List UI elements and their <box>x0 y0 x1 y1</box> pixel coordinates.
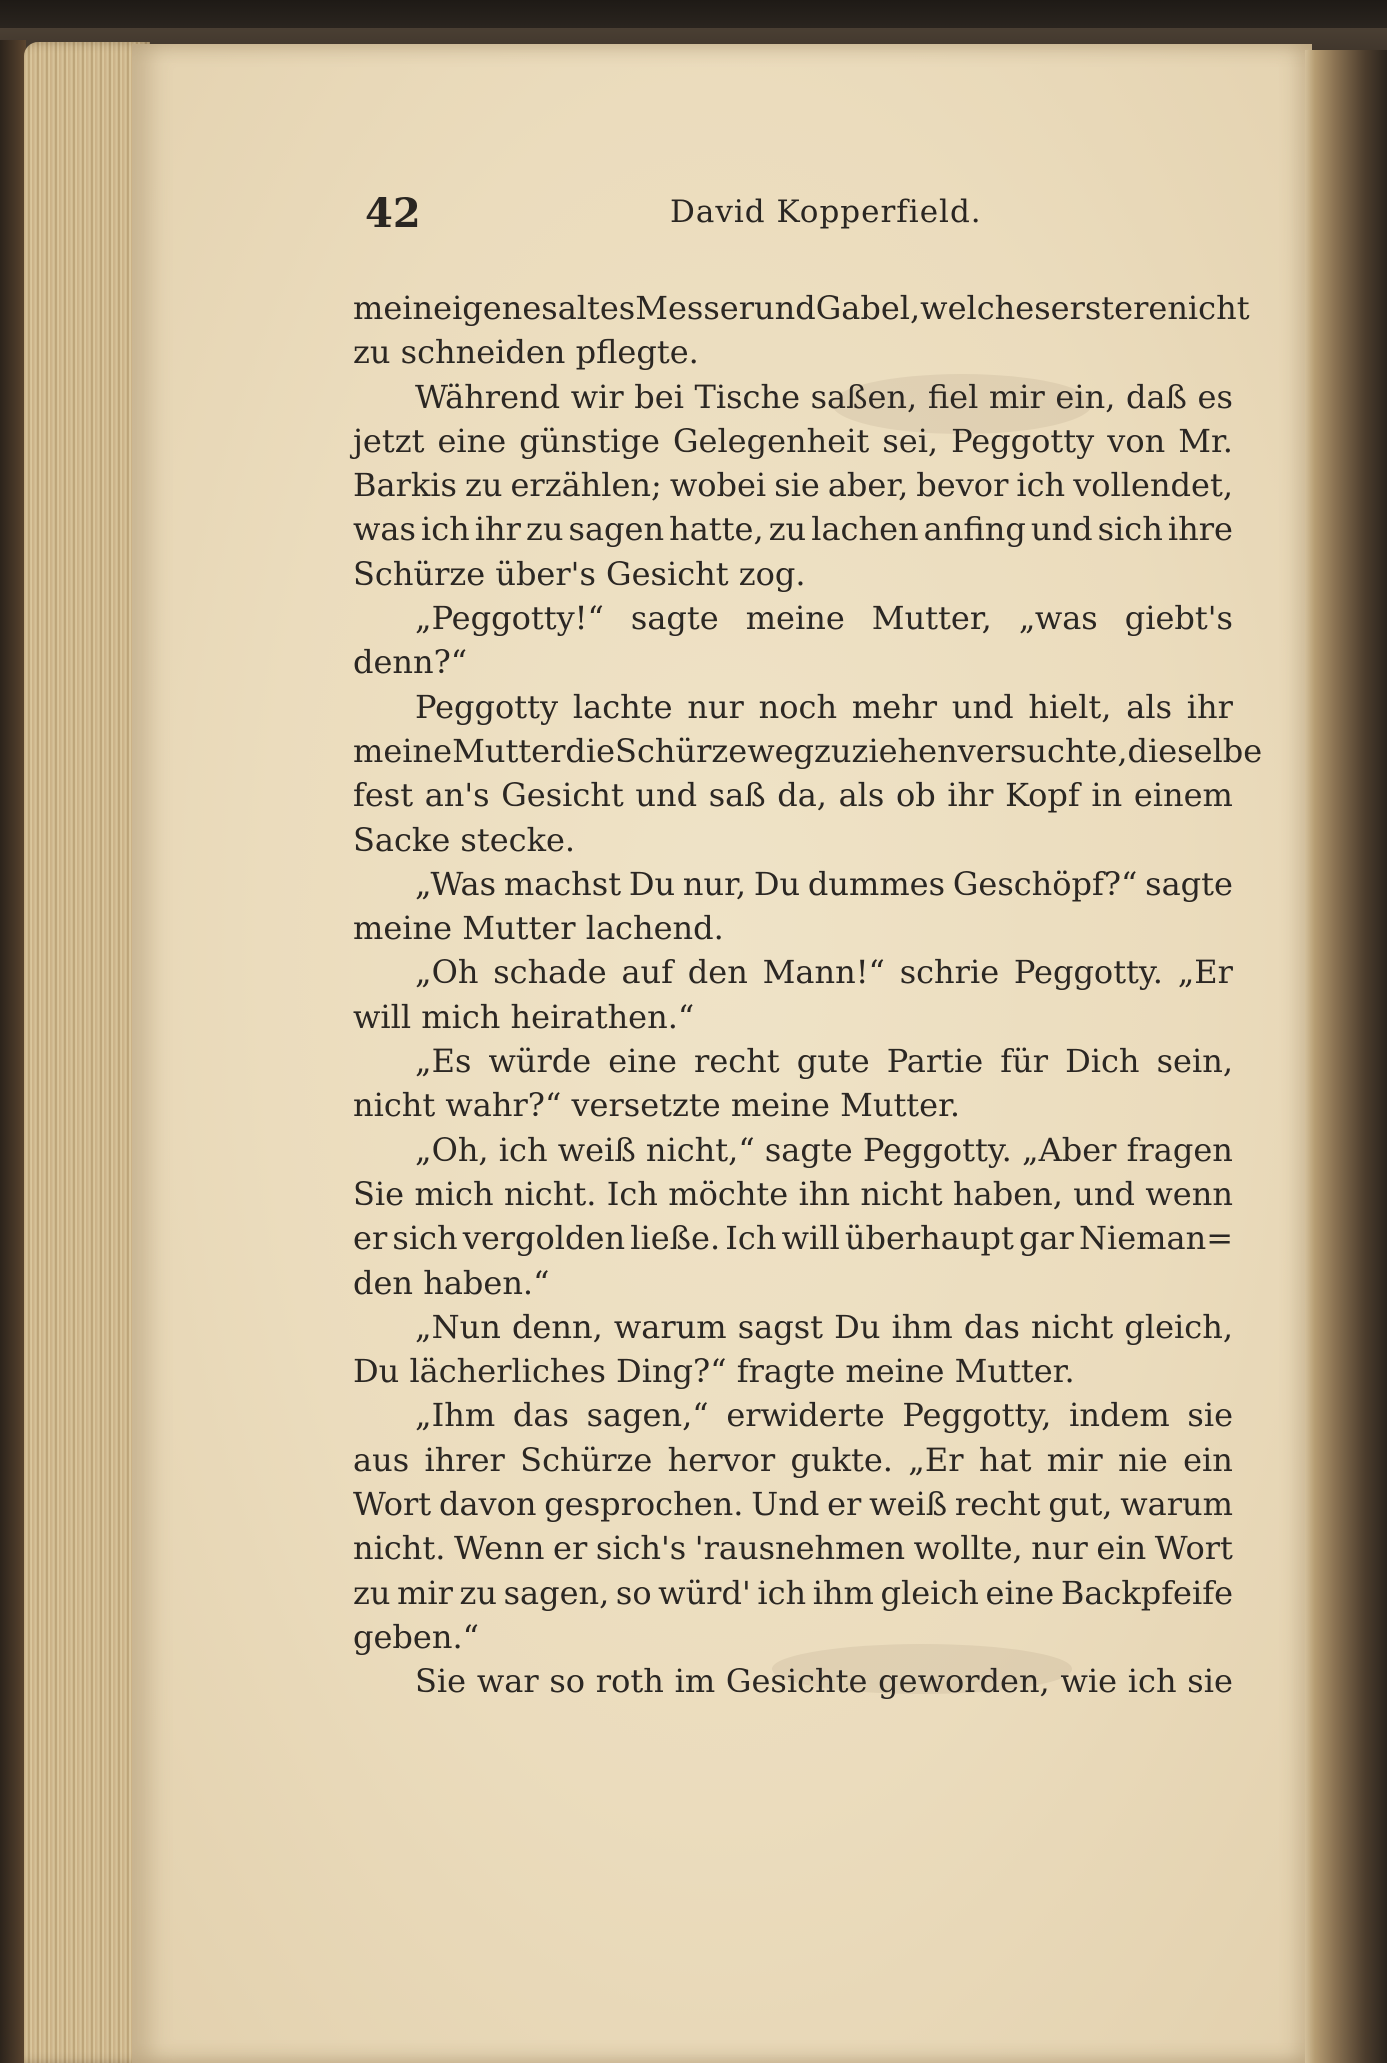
text-line: geben.“ <box>353 1617 479 1656</box>
text-line: zu mir zu sagen, so würd' ich ihm gleich eine Backpfeife <box>353 1573 1233 1612</box>
text-line: denn?“ <box>353 643 468 682</box>
text-line: was ich ihr zu sagen hatte, zu lachen anfing und sich ihre <box>353 510 1233 549</box>
text-line: Barkis zu erzählen; wobei sie aber, bevor ich vollendet, <box>353 466 1233 505</box>
text-line: will mich heirathen.“ <box>353 997 695 1036</box>
text-line: „Was machst Du nur, Du dummes Geschöpf?“ sagte <box>415 864 1233 903</box>
book-spine <box>0 40 26 2063</box>
text-line: „Peggotty!“ sagte meine Mutter, „was giebt's <box>415 599 1233 638</box>
running-head <box>365 190 1235 250</box>
text-line: zu schneiden pflegte. <box>353 333 699 372</box>
text-line: Sie war so roth im Gesichte geworden, wie ich sie <box>415 1662 1233 1701</box>
text-line: er sich vergolden ließe. Ich will überhaupt gar Nieman= <box>353 1219 1233 1258</box>
text-line: „Ihm das sagen,“ erwiderte Peggotty, indem sie <box>415 1396 1233 1435</box>
text-line: „Oh, ich weiß nicht,“ sagte Peggotty. „Aber fragen <box>415 1130 1233 1169</box>
text-line: nicht. Wenn er sich's 'rausnehmen wollte, nur ein Wort <box>353 1529 1233 1568</box>
text-line: „Nun denn, warum sagst Du ihm das nicht gleich, <box>415 1307 1233 1346</box>
page-number: 42 <box>365 190 421 237</box>
text-line: meine Mutter lachend. <box>353 909 724 948</box>
text-line: Wort davon gesprochen. Und er weiß recht gut, warum <box>353 1485 1233 1524</box>
text-line: nicht wahr?“ versetzte meine Mutter. <box>353 1086 961 1125</box>
text-line: „Es würde eine recht gute Partie für Dich sein, <box>415 1042 1233 1081</box>
text-line: „Oh schade auf den Mann!“ schrie Peggotty. „Er <box>415 953 1233 992</box>
running-title: David Kopperfield. <box>670 194 982 230</box>
text-line: Während wir bei Tische saßen, fiel mir ein, daß es <box>415 377 1233 416</box>
text-line: mein eigenes altes Messer und Gabel, welches erstere nicht <box>353 289 1250 327</box>
text-line: Sie mich nicht. Ich möchte ihn nicht haben, und wenn <box>353 1174 1233 1213</box>
text-line: Du lächerliches Ding?“ fragte meine Mutter. <box>353 1352 1075 1391</box>
text-line: Peggotty lachte nur noch mehr und hielt, als ihr <box>415 687 1233 726</box>
body-text <box>353 286 1263 1704</box>
text-line: Sacke stecke. <box>353 820 576 859</box>
text-line: Schürze über's Gesicht zog. <box>353 554 806 593</box>
text-line: jetzt eine günstige Gelegenheit sei, Peggotty von Mr. <box>353 421 1233 460</box>
text-line: fest an's Gesicht und saß da, als ob ihr Kopf in einem <box>353 776 1233 815</box>
text-line: meine Mutter die Schürze wegzuziehen versuchte, dieselbe <box>353 731 1263 770</box>
text-line: aus ihrer Schürze hervor gukte. „Er hat mir nie ein <box>353 1440 1233 1479</box>
text-line: den haben.“ <box>353 1263 550 1302</box>
page-fold-right <box>1305 50 1387 2063</box>
